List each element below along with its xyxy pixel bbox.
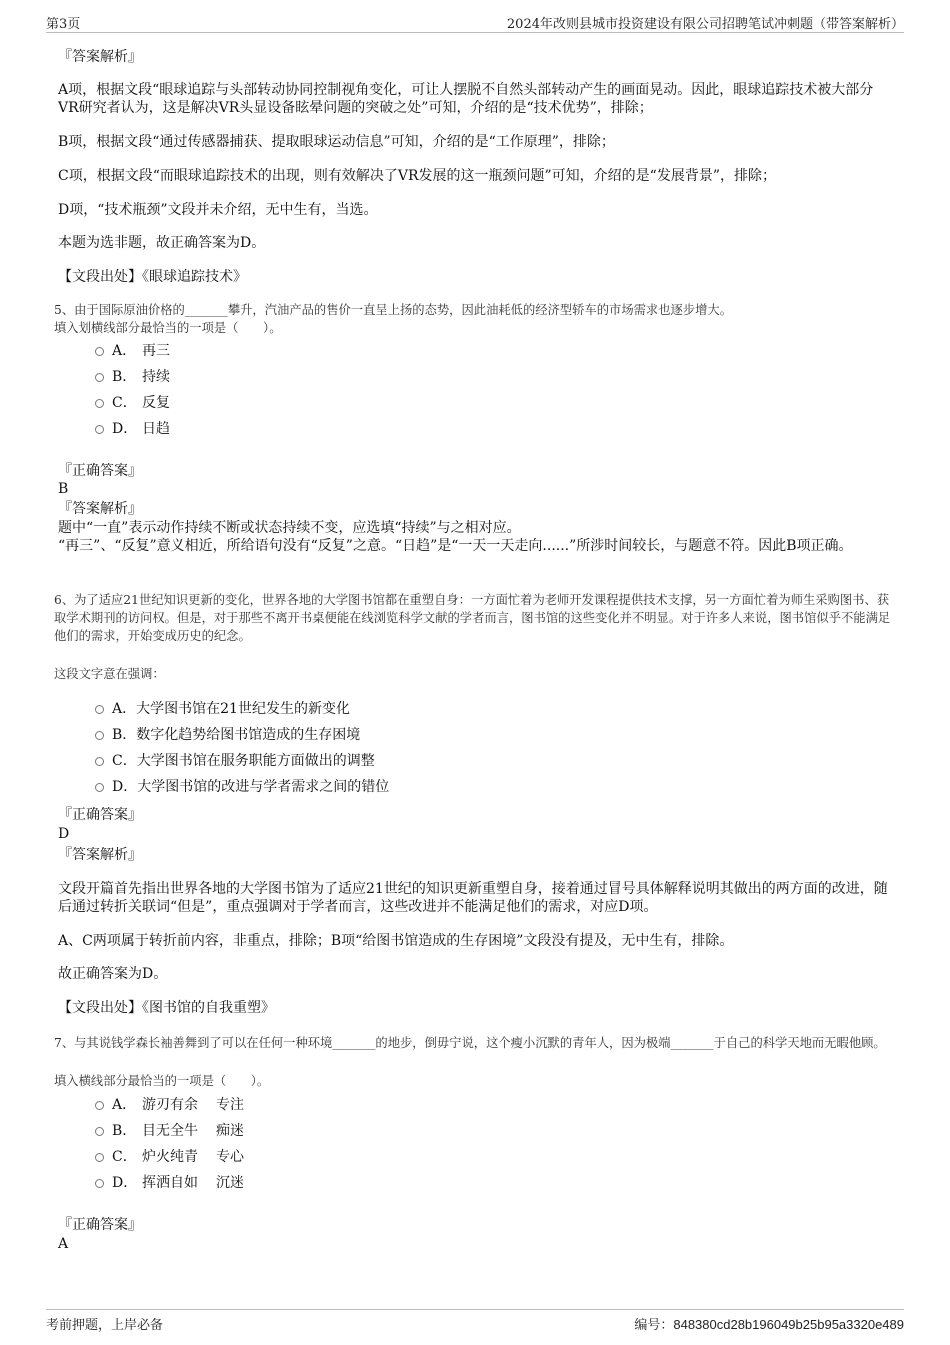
footer-slogan: 考前押题，上岸必备	[46, 1318, 164, 1333]
q5-option-b[interactable]: B． 持续	[95, 368, 170, 386]
radio-icon[interactable]	[95, 1153, 104, 1162]
q4-source: 【文段出处】《眼球追踪技术》	[58, 269, 247, 285]
q4-analysis-label: 『答案解析』	[58, 49, 142, 65]
q6-analysis-label: 『答案解析』	[58, 847, 142, 863]
q4-analysis-d: D项，“技术瓶颈”文段并未介绍，无中生有，当选。	[58, 202, 378, 218]
radio-icon[interactable]	[95, 731, 104, 740]
q7-stem: 7、与其说钱学森长袖善舞到了可以在任何一种环境_______的地步，倒毋宁说，这个瘦小沉默的青年人，因为极端_______于自己的科学天地而无暇他顾。	[54, 1036, 886, 1050]
footer-code-value: 848380cd28b196049b25b95a3320e489	[673, 1317, 904, 1332]
q6-answer: D	[58, 826, 70, 842]
q5-option-c[interactable]: C． 反复	[95, 394, 170, 412]
q6-analysis-3: 故正确答案为D。	[58, 966, 168, 982]
q7-option-b[interactable]: B． 目无全牛 痴迷	[95, 1122, 244, 1140]
q6-source: 【文段出处】《图书馆的自我重塑》	[58, 1000, 275, 1016]
q6-answer-label: 『正确答案』	[58, 807, 142, 823]
q5-stem: 5、由于国际原油价格的_______攀升，汽油产品的售价一直呈上扬的态势，因此油耗低的经济型轿车的市场需求也逐步增大。	[54, 303, 733, 317]
q5-prompt: 填入划横线部分最恰当的一项是（ ）。	[54, 321, 282, 335]
q6-option-a[interactable]: A．大学图书馆在21世纪发生的新变化	[95, 700, 350, 718]
q7-prompt: 填入横线部分最恰当的一项是（ ）。	[54, 1074, 270, 1088]
q5-analysis-1: 题中“一直”表示动作持续不断或状态持续不变，应选填“持续”与之相对应。	[58, 520, 521, 536]
footer-code-label: 编号：	[634, 1318, 674, 1333]
q5-analysis-label: 『答案解析』	[58, 501, 142, 517]
radio-icon[interactable]	[95, 783, 104, 792]
q6-option-c[interactable]: C．大学图书馆在服务职能方面做出的调整	[95, 752, 375, 770]
radio-icon[interactable]	[95, 757, 104, 766]
q7-option-c[interactable]: C． 炉火纯青 专心	[95, 1148, 244, 1166]
header-rule	[46, 32, 904, 33]
q5-answer-label: 『正确答案』	[58, 463, 142, 479]
q6-stem: 6、为了适应21世纪知识更新的变化，世界各地的大学图书馆都在重塑自身：一方面忙着为老师开发课程提供技术支撑，另一方面忙着为师生采购图书、获取学术期刊的访问权。但是，对于那些不离开书桌便能在线浏览科学文献的学者而言，图书馆的这些变化并不明显。对于许多人来说，图书馆似乎不能满足他们的需求，开始变成历史的纪念。	[54, 593, 891, 643]
q7-answer-label: 『正确答案』	[58, 1217, 142, 1233]
q7-option-d[interactable]: D． 挥洒自如 沉迷	[95, 1174, 244, 1192]
q6-option-b[interactable]: B．数字化趋势给图书馆造成的生存困境	[95, 726, 360, 744]
q6-prompt: 这段文字意在强调：	[54, 667, 165, 681]
q5-answer: B	[58, 481, 69, 497]
radio-icon[interactable]	[95, 373, 104, 382]
radio-icon[interactable]	[95, 399, 104, 408]
q7-option-a[interactable]: A． 游刃有余 专注	[95, 1096, 244, 1114]
q6-analysis-2: A、C两项属于转折前内容，非重点，排除；B项“给图书馆造成的生存困境”文段没有提及，无中生有，排除。	[58, 933, 734, 949]
q4-analysis-a: A项，根据文段“眼球追踪与头部转动协同控制视角变化，可让人摆脱不自然头部转动产生的画面晃动。因此，眼球追踪技术被大部分VR研究者认为，这是解决VR头显设备眩晕问题的突破之处”可知，介绍的是“技术优势”，排除；	[58, 82, 874, 116]
page-number: 第3页	[46, 17, 81, 32]
radio-icon[interactable]	[95, 347, 104, 356]
q6-option-d[interactable]: D．大学图书馆的改进与学者需求之间的错位	[95, 778, 389, 796]
q5-option-d[interactable]: D． 日趋	[95, 420, 170, 438]
radio-icon[interactable]	[95, 1101, 104, 1110]
q6-analysis-1: 文段开篇首先指出世界各地的大学图书馆为了适应21世纪的知识更新重塑自身，接着通过冒号具体解释说明其做出的两方面的改进，随后通过转折关联词“但是”，重点强调对于学者而言，这些改进并不能满足他们的需求，对应D项。	[58, 881, 888, 915]
q5-option-a[interactable]: A． 再三	[95, 342, 170, 360]
radio-icon[interactable]	[95, 1127, 104, 1136]
document-title: 2024年改则县城市投资建设有限公司招聘笔试冲刺题（带答案解析）	[506, 17, 904, 32]
radio-icon[interactable]	[95, 1179, 104, 1188]
radio-icon[interactable]	[95, 705, 104, 714]
radio-icon[interactable]	[95, 425, 104, 434]
q4-conclusion: 本题为选非题，故正确答案为D。	[58, 235, 266, 251]
q5-analysis-2: “再三”、“反复”意义相近，所给语句没有“反复”之意。“日趋”是“一天一天走向......”所涉时间较长，与题意不符。因此B项正确。	[58, 538, 853, 554]
q4-analysis-c: C项，根据文段“而眼球追踪技术的出现，则有效解决了VR发展的这一瓶颈问题”可知，介绍的是“发展背景”，排除；	[58, 168, 776, 184]
footer-code	[634, 1314, 904, 1333]
footer-rule	[46, 1309, 904, 1310]
q4-analysis-b: B项，根据文段“通过传感器捕获、提取眼球运动信息”可知，介绍的是“工作原理”，排除；	[58, 134, 615, 150]
q7-answer: A	[58, 1236, 69, 1252]
